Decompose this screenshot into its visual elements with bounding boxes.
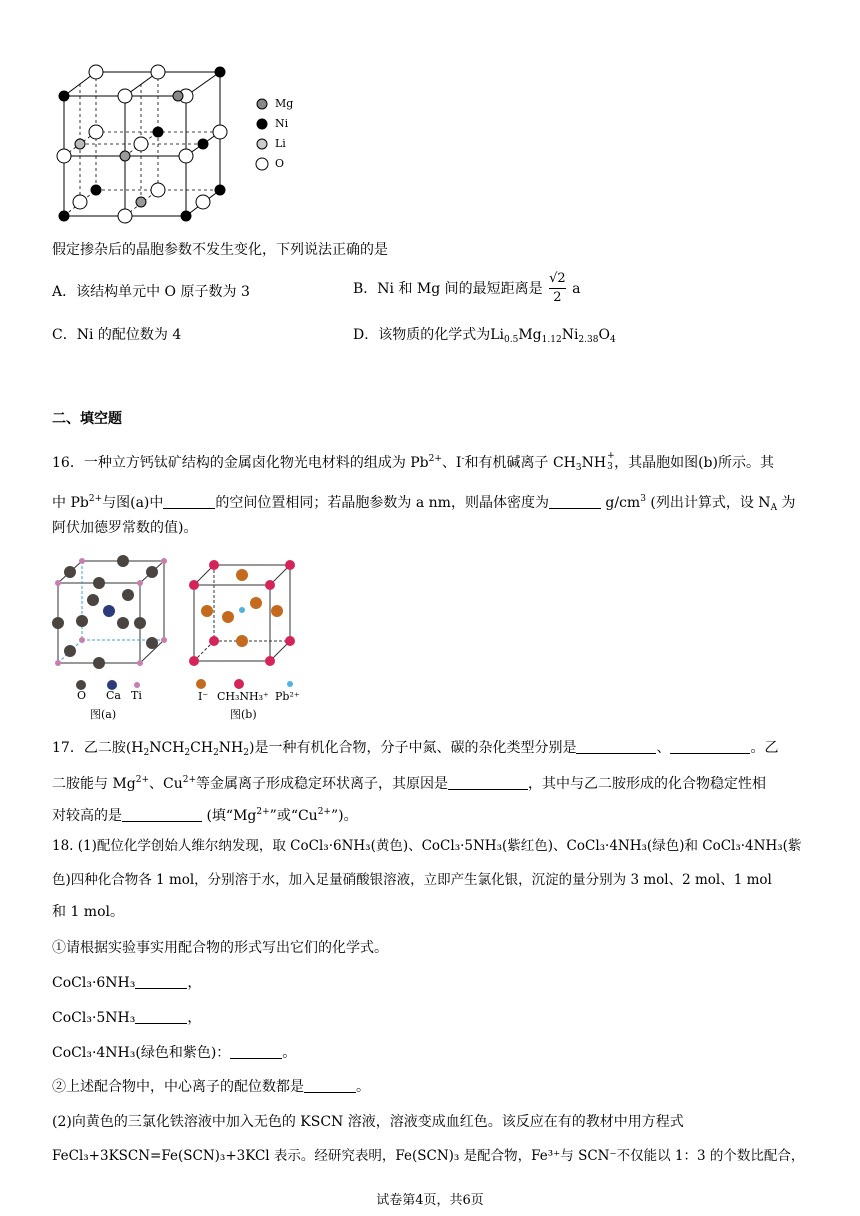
q18-sub1: ①请根据实验事实用配合物的形式写出它们的化学式。 [52, 940, 388, 956]
section-title: 二、填空题 [52, 411, 122, 427]
legend-mg: Mg [275, 97, 294, 110]
fig-b-caption: 图(b) [230, 708, 257, 721]
blank-17-3[interactable] [448, 775, 528, 790]
legend-ni: Ni [275, 117, 289, 130]
formula-lmno: $Li_{0.5}Mg_{1.12}Ni_{2.38}O_4$ [490, 327, 616, 345]
blank-17-2[interactable] [670, 739, 750, 754]
q16-line2: 中 $Pb^{2+}$与图(a)中 的空间位置相同；若晶胞参数为 a nm，则晶体密度为 $g/cm^3$ (列出计算式，设 $N_A$ 为 [52, 494, 796, 513]
figure-b-legend-markers [194, 677, 304, 691]
q16-line3: 阿伏加德罗常数的值)。 [52, 520, 198, 536]
q18-para2: 色)四种化合物各 1 mol，分别溶于水，加入足量硝酸银溶液，立即产生氯化银，沉淀的量分别为 3 mol、2 mol、1 mol [52, 872, 772, 888]
q18-formula3: CoCl₃·4NH₃(绿色和紫色)： 。 [52, 1045, 297, 1061]
fig-b-label-pb: Pb²⁺ [275, 690, 300, 703]
fig-b-label-ch3nh3: CH₃NH₃⁺ [217, 690, 269, 703]
fig-a-label-ti: Ti [131, 689, 142, 702]
blank-18-3[interactable] [230, 1044, 282, 1059]
q15-option-c: C．Ni 的配位数为 4 [52, 327, 182, 343]
fraction: $\frac{√2}{2}$ [549, 271, 566, 305]
q18-para4: (2)向黄色的三氯化铁溶液中加入无色的 KSCN 溶液，溶液变成血红色。该反应在有的教材中用方程式 [52, 1114, 684, 1130]
legend-markers [254, 97, 270, 177]
q17-line3: 对较高的是 (填“$Mg^{2+}$”或“$Cu^{2+}$”)。 [52, 807, 358, 824]
fig-b-label-i: I⁻ [198, 690, 209, 703]
q15-premise: 假定掺杂后的晶胞参数不发生变化，下列说法正确的是 [52, 242, 388, 258]
fig-a-caption: 图(a) [90, 708, 117, 721]
q18-sub2: ②上述配合物中，中心离子的配位数都是 。 [52, 1079, 370, 1095]
lattice-figure [50, 60, 250, 225]
blank-16-1[interactable] [163, 494, 215, 509]
fig-a-label-o: O [77, 689, 87, 702]
blank-16-2[interactable] [549, 494, 601, 509]
q16-line1: 16．一种立方钙钛矿结构的金属卤化物光电材料的组成为 $Pb^{2+}$、I-和有机碱离子 $CH_3NH$ + 3 ，其晶胞如图(b)所示。其 [52, 451, 774, 473]
fig-a-label-ca: Ca [106, 689, 121, 702]
q18-formula2: CoCl₃·5NH₃ ， [52, 1010, 202, 1026]
blank-18-2[interactable] [135, 1009, 187, 1024]
q18-para3: 和 1 mol。 [52, 904, 124, 920]
q18-para5: FeCl₃+3KSCN=Fe(SCN)₃+3KCl 表示。经研究表明，Fe(SCN)₃ 是配合物，Fe³⁺与 SCN⁻不仅能以 1：3 的个数比配合， [52, 1148, 805, 1164]
q17-line1: 17．乙二胺$(H_2NCH_2CH_2NH_2)$是一种有机化合物，分子中氮、碳的杂化类型分别是 、 。乙 [52, 740, 779, 758]
legend-li: Li [275, 137, 286, 150]
blank-17-4[interactable] [122, 807, 202, 822]
blank-18-1[interactable] [135, 974, 187, 989]
figure-b-perovskite [186, 555, 306, 675]
q15-option-d: D．该物质的化学式为$Li_{0.5}Mg_{1.12}Ni_{2.38}O_4$ [353, 327, 616, 345]
blank-18-4[interactable] [304, 1078, 356, 1093]
q18-formula1: CoCl₃·6NH₃ ， [52, 975, 202, 991]
figure-a-perovskite [52, 555, 177, 680]
q15-option-b: B．Ni 和 Mg 间的最短距离是 $\frac{√2}{2}$ a [353, 271, 581, 305]
blank-17-1[interactable] [576, 739, 656, 754]
page-footer: 试卷第4页，共6页 [376, 1193, 484, 1208]
q18-para1: 18. (1)配位化学创始人维尔纳发现，取 CoCl₃·6NH₃(黄色)、CoCl₃·5NH₃(紫红色)、CoCl₃·4NH₃(绿色)和 CoCl₃·4NH₃(紫 [52, 838, 802, 854]
q17-line2: 二胺能与 $Mg^{2+}$、$Cu^{2+}$等金属离子形成稳定环状离子，其原因是 ，其中与乙二胺形成的化合物稳定性相 [52, 775, 767, 792]
legend-o: O [275, 157, 285, 170]
q15-option-a: A．该结构单元中 O 原子数为 3 [52, 284, 250, 300]
